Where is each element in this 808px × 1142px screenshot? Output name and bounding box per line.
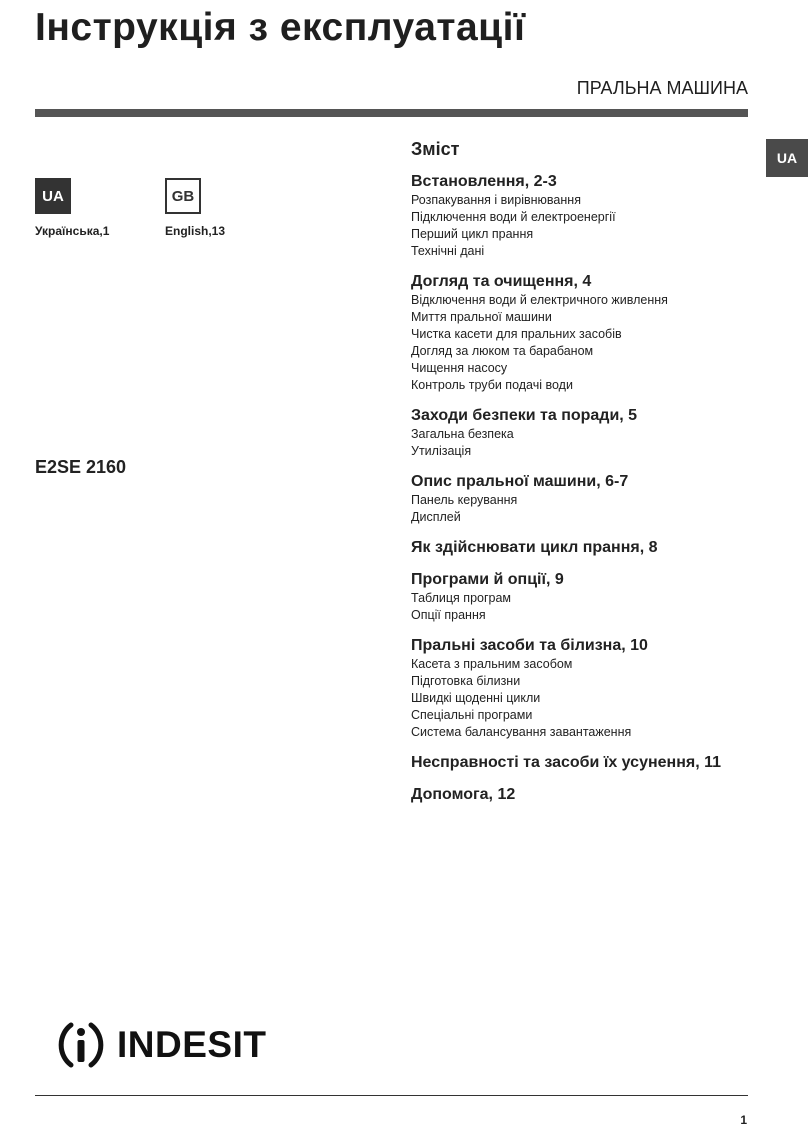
language-ua-label: Українська,1 <box>35 224 110 238</box>
toc-item[interactable]: Утилізація <box>411 444 472 458</box>
footer-divider <box>35 1095 748 1096</box>
toc-item[interactable]: Опції прання <box>411 608 486 622</box>
brand-logo-text: INDESIT <box>117 1024 267 1065</box>
toc-section <box>411 538 761 558</box>
language-side-tab: UA <box>766 139 808 177</box>
toc-item[interactable]: Касета з пральним засобом <box>411 657 573 671</box>
page-number: 1 <box>740 1113 747 1127</box>
toc-item[interactable]: Розпакування і вирівнювання <box>411 193 581 207</box>
toc-item[interactable]: Перший цикл прання <box>411 227 534 241</box>
toc-item[interactable]: Підключення води й електроенергії <box>411 210 616 224</box>
toc-item[interactable]: Підготовка білизни <box>411 674 521 688</box>
toc-item[interactable]: Таблиця програм <box>411 591 512 605</box>
toc-item[interactable]: Система балансування завантаження <box>411 725 632 739</box>
toc-section-title[interactable]: Догляд та очищення, 4 <box>411 273 592 290</box>
toc-item[interactable]: Технічні дані <box>411 244 485 258</box>
toc-section <box>411 172 761 260</box>
language-gb-label: English,13 <box>165 224 226 238</box>
toc-section <box>411 636 761 741</box>
toc-section <box>411 570 761 624</box>
toc-section <box>411 472 761 526</box>
toc-item[interactable]: Чищення насосу <box>411 361 508 375</box>
toc-item[interactable]: Панель керування <box>411 493 518 507</box>
document-subtitle: ПРАЛЬНА МАШИНА <box>576 78 748 98</box>
toc-section-title[interactable]: Програми й опції, 9 <box>411 571 564 588</box>
toc-section-title[interactable]: Як здійснювати цикл прання, 8 <box>411 539 658 556</box>
toc-section-title[interactable]: Опис пральної машини, 6-7 <box>411 473 629 490</box>
language-ua-badge: UA <box>35 178 71 214</box>
toc-item[interactable]: Миття пральної машини <box>411 310 552 324</box>
toc-section-title[interactable]: Допомога, 12 <box>411 786 516 803</box>
toc-item[interactable]: Швидкі щоденні цикли <box>411 691 541 705</box>
toc-section-title[interactable]: Пральні засоби та білизна, 10 <box>411 637 648 654</box>
toc-section-title[interactable]: Несправності та засоби їх усунення, 11 <box>411 754 721 771</box>
toc-section <box>411 753 761 773</box>
toc-item[interactable]: Спеціальні програми <box>411 708 533 722</box>
toc-section <box>411 406 761 460</box>
document-title: Інструкція з експлуатації <box>35 6 526 49</box>
toc-item[interactable]: Догляд за люком та барабаном <box>411 344 594 358</box>
header-divider <box>35 109 748 117</box>
brand-logo <box>55 1015 266 1075</box>
toc-item[interactable]: Контроль труби подачі води <box>411 378 573 392</box>
toc-heading: Зміст <box>411 139 460 159</box>
toc-section <box>411 785 761 805</box>
model-number: E2SE 2160 <box>35 457 127 477</box>
language-gb[interactable] <box>165 178 265 238</box>
table-of-contents <box>411 139 761 817</box>
toc-section-list <box>411 172 761 805</box>
toc-section <box>411 272 761 394</box>
toc-section-title[interactable]: Заходи безпеки та поради, 5 <box>411 407 638 424</box>
language-gb-badge: GB <box>165 178 201 214</box>
toc-item[interactable]: Відключення води й електричного живлення <box>411 293 668 307</box>
language-ua[interactable] <box>35 178 135 238</box>
toc-item[interactable]: Загальна безпека <box>411 427 514 441</box>
indesit-logo-icon <box>55 1017 107 1073</box>
toc-item[interactable]: Чистка касети для пральних засобів <box>411 327 622 341</box>
toc-section-title[interactable]: Встановлення, 2-3 <box>411 173 557 190</box>
toc-item[interactable]: Дисплей <box>411 510 461 524</box>
